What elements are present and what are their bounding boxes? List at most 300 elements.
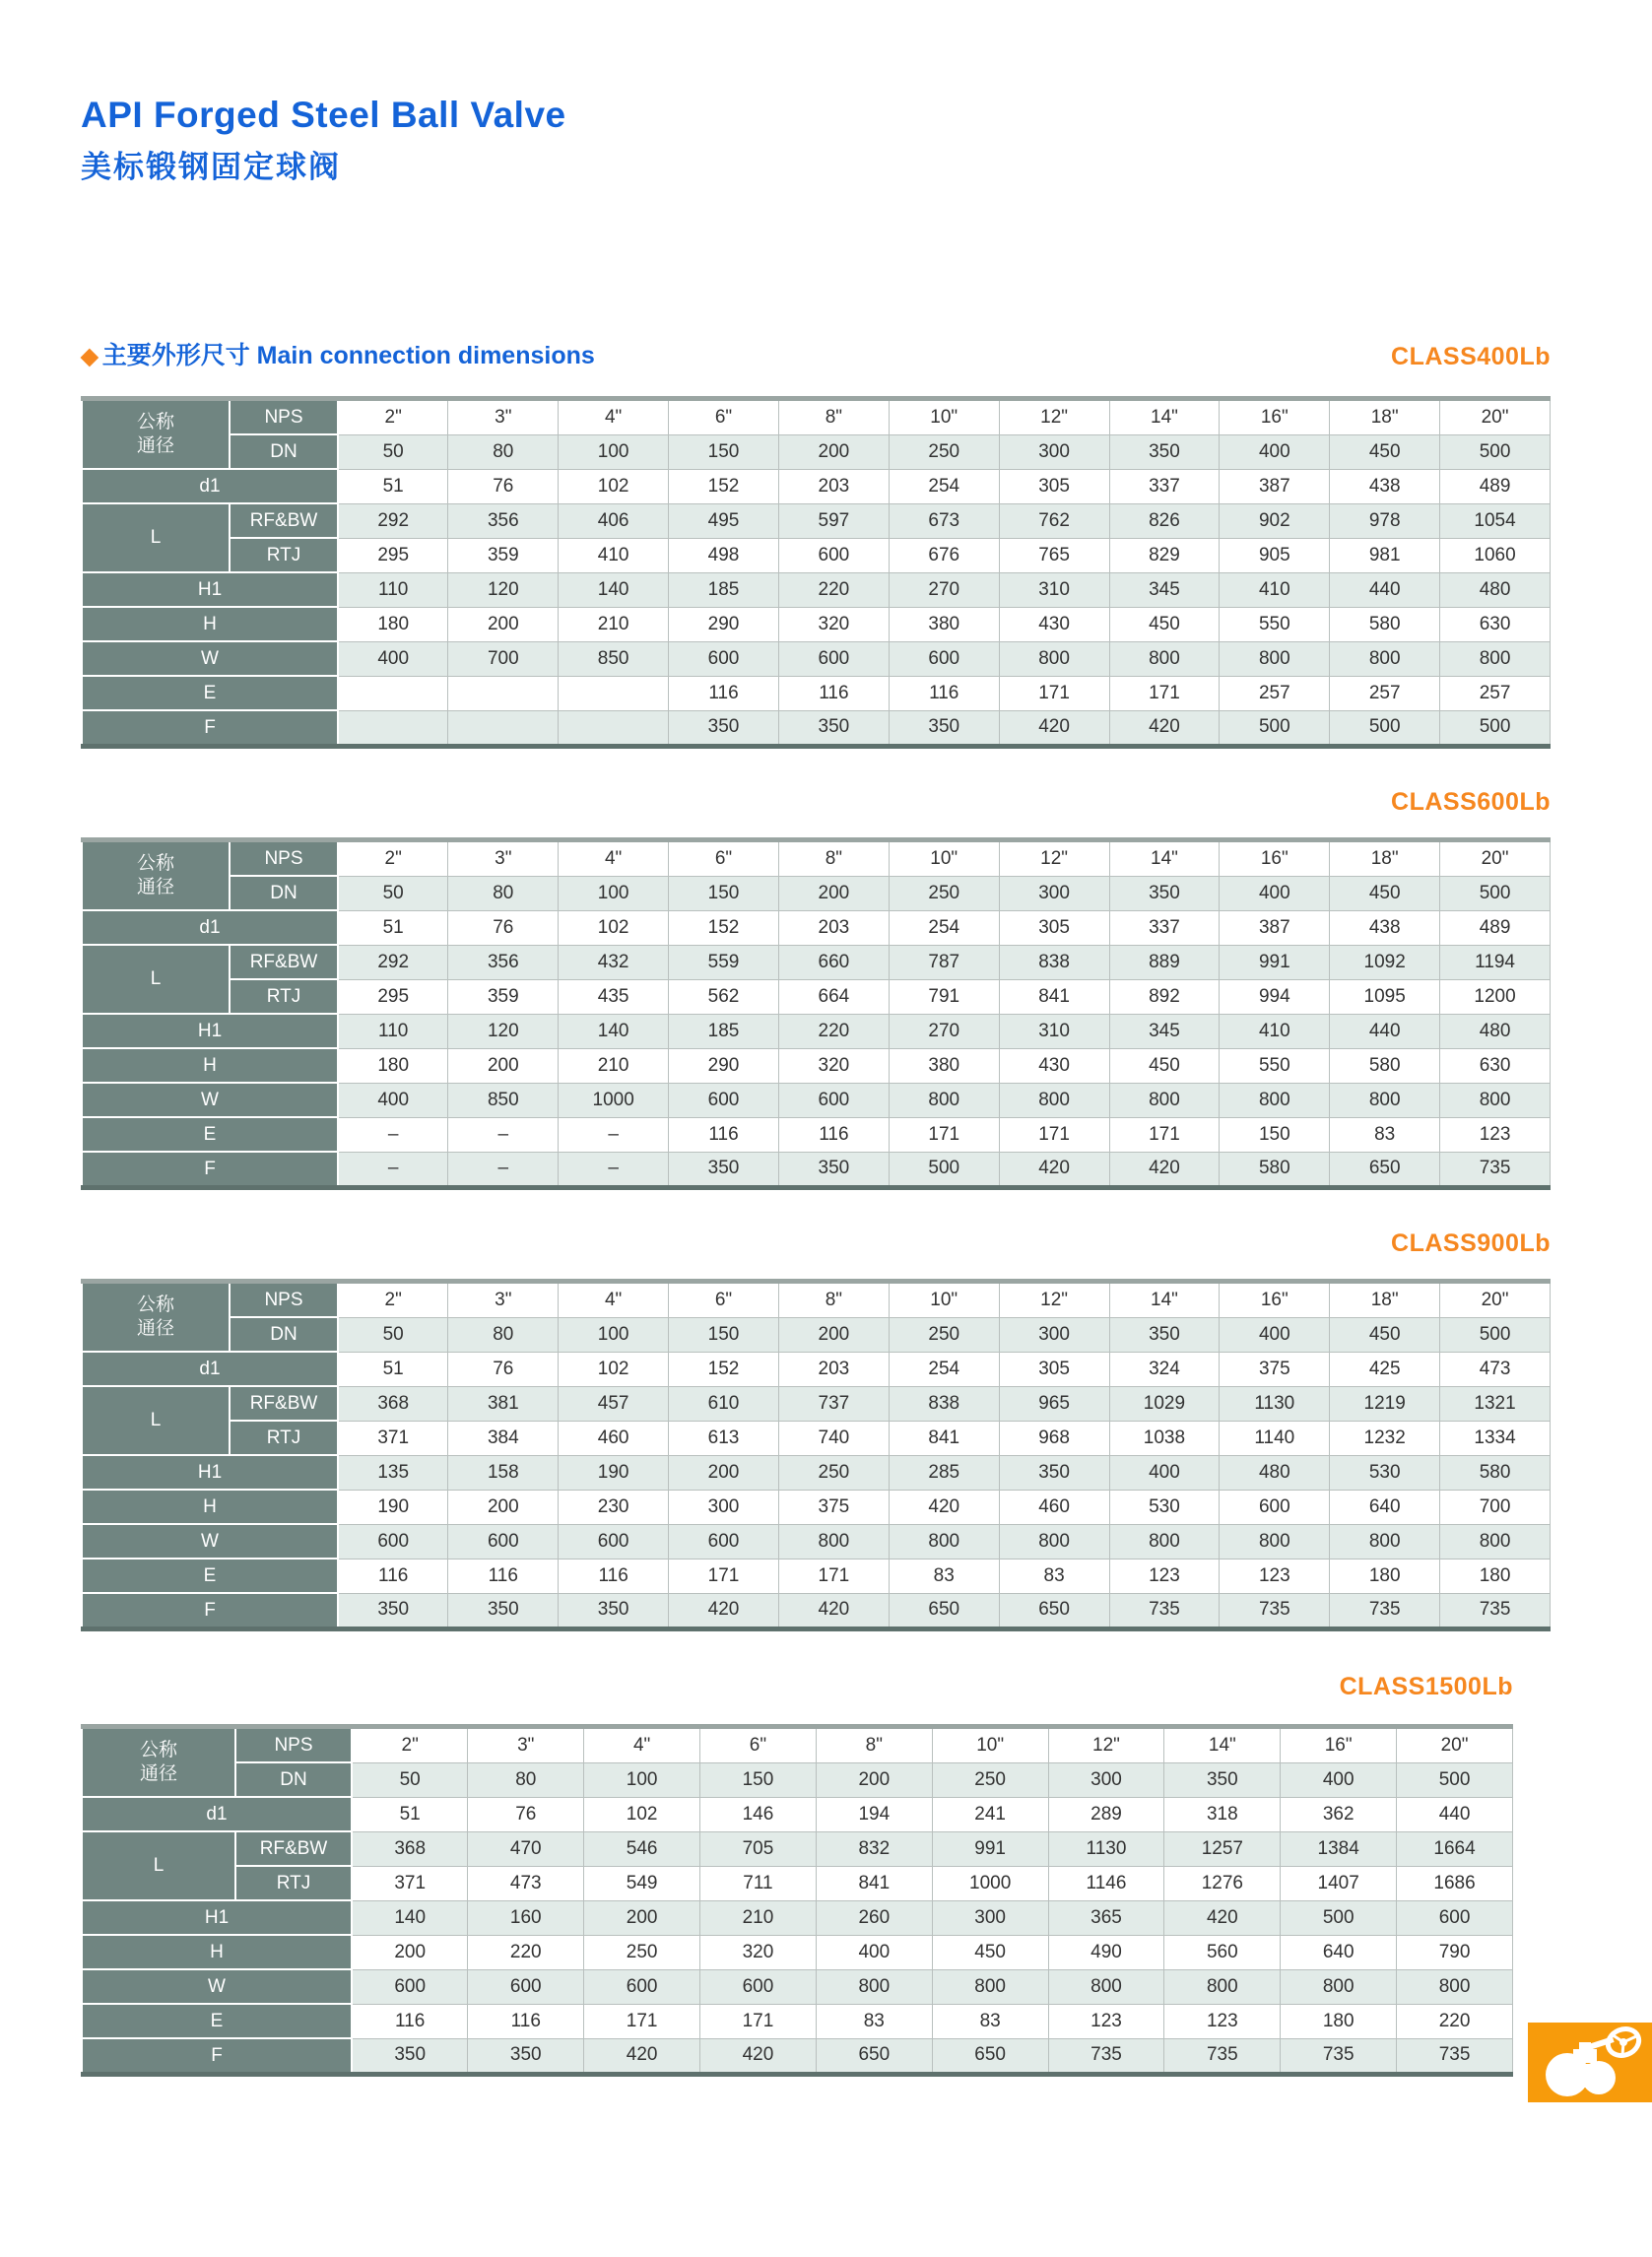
table-cell-l_rtj: 791 (889, 979, 999, 1014)
table-cell-d1: 318 (1164, 1797, 1281, 1831)
table-cell-w: 600 (448, 1524, 559, 1559)
table-cell-nps: 6" (669, 399, 779, 435)
table-cell-w: 400 (338, 641, 448, 676)
table-cell-d1: 51 (338, 910, 448, 945)
table-row (82, 710, 1551, 747)
table-cell-w: 800 (1048, 1969, 1164, 2004)
table-cell-nps: 3" (448, 399, 559, 435)
row-label-l: L (82, 1386, 230, 1455)
table-cell-l_rtj: 981 (1330, 538, 1440, 572)
table-cell-h: 290 (669, 607, 779, 641)
table-cell-l_rtj: 994 (1220, 979, 1330, 1014)
table-cell-w: 800 (1440, 1524, 1551, 1559)
table-cell-l_rfbw: 356 (448, 945, 559, 979)
table-cell-f: 420 (1109, 710, 1220, 747)
table-cell-d1: 203 (778, 469, 889, 503)
table-cell-l_rfbw: 1092 (1330, 945, 1440, 979)
table-cell-nps: 6" (669, 1282, 779, 1318)
row-label-w: W (82, 1969, 352, 2004)
table-cell-l_rtj: 711 (700, 1866, 817, 1900)
table-cell-w: 800 (1330, 1524, 1440, 1559)
table-cell-dn: 50 (338, 876, 448, 910)
table-cell-e: 116 (778, 1117, 889, 1152)
table-cell-e: 171 (778, 1559, 889, 1593)
table-cell-e: 116 (889, 676, 999, 710)
table-cell-l_rtj: 905 (1220, 538, 1330, 572)
table-cell-e: 83 (889, 1559, 999, 1593)
row-label-dn: DN (230, 434, 338, 469)
table-cell-h1: 190 (559, 1455, 669, 1490)
table-cell-h: 400 (816, 1935, 932, 1969)
table-row (82, 1559, 1551, 1593)
table-cell-d1: 254 (889, 910, 999, 945)
table-cell-dn: 450 (1330, 1317, 1440, 1352)
table-cell-l_rtj: 473 (468, 1866, 584, 1900)
row-label-rtj: RTJ (230, 1421, 338, 1455)
row-label-rtj: RTJ (235, 1866, 352, 1900)
row-label-rfbw: RF&BW (230, 945, 338, 979)
table-cell-e: 180 (1330, 1559, 1440, 1593)
table-cell-l_rfbw: 406 (559, 503, 669, 538)
table-cell-f: 350 (778, 1152, 889, 1188)
table-cell-h1: 310 (999, 1014, 1109, 1048)
row-label-f: F (82, 1152, 338, 1188)
table-cell-h: 460 (999, 1490, 1109, 1524)
table-cell-h1: 345 (1109, 1014, 1220, 1048)
table-cell-dn: 100 (559, 1317, 669, 1352)
table-cell-f: 500 (1220, 710, 1330, 747)
row-label-l: L (82, 1831, 235, 1900)
table-cell-h1: 210 (700, 1900, 817, 1935)
table-cell-h: 580 (1330, 607, 1440, 641)
table-cell-l_rfbw: 597 (778, 503, 889, 538)
table-cell-dn: 200 (778, 434, 889, 469)
table-cell-d1: 76 (468, 1797, 584, 1831)
table-cell-nps: 16" (1220, 1282, 1330, 1318)
row-label-w: W (82, 1083, 338, 1117)
table-cell-dn: 100 (559, 876, 669, 910)
table-cell-h1: 580 (1440, 1455, 1551, 1490)
row-label-h1: H1 (82, 1014, 338, 1048)
table-cell-l_rtj: 384 (448, 1421, 559, 1455)
table-cell-h: 550 (1220, 1048, 1330, 1083)
table-cell-nps: 16" (1281, 1727, 1397, 1763)
table-cell-l_rtj: 1334 (1440, 1421, 1551, 1455)
table-row (82, 1117, 1551, 1152)
ball-valve-icon (1528, 2023, 1652, 2102)
table-cell-e: 116 (468, 2004, 584, 2038)
table-cell-l_rtj: 1095 (1330, 979, 1440, 1014)
table-cell-d1: 152 (669, 1352, 779, 1386)
table-cell-l_rfbw: 965 (999, 1386, 1109, 1421)
row-label-nominal-diameter: 公称 通径 (82, 399, 230, 470)
table-cell-dn: 450 (1330, 434, 1440, 469)
table-row (82, 641, 1551, 676)
table-cell-f: 420 (778, 1593, 889, 1629)
table-cell-l_rfbw: 1219 (1330, 1386, 1440, 1421)
table-cell-w: 600 (778, 641, 889, 676)
row-label-nominal-diameter: 公称 通径 (82, 1282, 230, 1353)
table-cell-h: 290 (669, 1048, 779, 1083)
table-cell-l_rfbw: 1257 (1164, 1831, 1281, 1866)
table-row (82, 1083, 1551, 1117)
table-cell-l_rfbw: 1194 (1440, 945, 1551, 979)
table-cell-d1: 425 (1330, 1352, 1440, 1386)
table-cell-dn: 350 (1109, 1317, 1220, 1352)
table-cell-nps: 20" (1440, 1282, 1551, 1318)
table-cell-h1: 220 (778, 1014, 889, 1048)
table-cell-e: 123 (1109, 1559, 1220, 1593)
table-cell-f: 420 (700, 2038, 817, 2075)
table-cell-f: 650 (889, 1593, 999, 1629)
table-cell-l_rtj: 841 (816, 1866, 932, 1900)
table-cell-dn: 250 (889, 434, 999, 469)
table-cell-e (338, 676, 448, 710)
table-cell-h1: 410 (1220, 1014, 1330, 1048)
page-subtitle-zh: 美标锻钢固定球阀 (81, 150, 341, 184)
table-cell-dn: 350 (1164, 1762, 1281, 1797)
table-cell-dn: 80 (448, 876, 559, 910)
table-cell-nps: 12" (1048, 1727, 1164, 1763)
section-title-zh: 主要外形尺寸 (101, 342, 250, 369)
table-cell-d1: 337 (1109, 469, 1220, 503)
table-cell-d1: 362 (1281, 1797, 1397, 1831)
table-cell-dn: 500 (1440, 1317, 1551, 1352)
table-cell-w: 800 (1281, 1969, 1397, 2004)
row-label-l: L (82, 503, 230, 572)
table-cell-d1: 305 (999, 910, 1109, 945)
table-cell-nps: 4" (559, 840, 669, 877)
table-cell-e (448, 676, 559, 710)
table-cell-f: 735 (1220, 1593, 1330, 1629)
table-cell-h: 430 (999, 607, 1109, 641)
table-cell-l_rfbw: 978 (1330, 503, 1440, 538)
table-cell-nps: 12" (999, 840, 1109, 877)
table-cell-e: 257 (1330, 676, 1440, 710)
table-cell-f: – (338, 1152, 448, 1188)
table-cell-h1: 140 (352, 1900, 468, 1935)
table-cell-nps: 10" (889, 399, 999, 435)
row-label-e: E (82, 1117, 338, 1152)
table-cell-h: 450 (1109, 607, 1220, 641)
row-label-rfbw: RF&BW (230, 1386, 338, 1421)
table-cell-h: 300 (669, 1490, 779, 1524)
table-cell-l_rtj: 1000 (932, 1866, 1048, 1900)
table-row (82, 1935, 1513, 1969)
table-cell-f: 420 (669, 1593, 779, 1629)
table-cell-l_rfbw: 705 (700, 1831, 817, 1866)
table-cell-d1: 241 (932, 1797, 1048, 1831)
section-title-en: Main connection dimensions (256, 342, 595, 369)
table-cell-dn: 80 (448, 1317, 559, 1352)
table-cell-h: 630 (1440, 1048, 1551, 1083)
table-cell-dn: 300 (1048, 1762, 1164, 1797)
class-label-1500: CLASS1500Lb (1339, 1673, 1513, 1700)
table-cell-l_rtj: 968 (999, 1421, 1109, 1455)
table-cell-dn: 350 (1109, 434, 1220, 469)
table-cell-f: 350 (338, 1593, 448, 1629)
table-cell-h1: 480 (1440, 572, 1551, 607)
table-cell-d1: 51 (338, 1352, 448, 1386)
table-cell-h1: 260 (816, 1900, 932, 1935)
table-cell-dn: 200 (816, 1762, 932, 1797)
table-cell-e: 116 (338, 1559, 448, 1593)
table-cell-f: 735 (1281, 2038, 1397, 2075)
table-row (82, 1352, 1551, 1386)
table-cell-w: 800 (1164, 1969, 1281, 2004)
table-row (82, 1831, 1513, 1866)
table-cell-d1: 489 (1440, 469, 1551, 503)
table-cell-l_rfbw: 1384 (1281, 1831, 1397, 1866)
table-cell-f: 350 (778, 710, 889, 747)
dimension-table (81, 837, 1551, 1190)
table-cell-l_rfbw: 660 (778, 945, 889, 979)
table-cell-d1: 438 (1330, 910, 1440, 945)
table-cell-f: 650 (932, 2038, 1048, 2075)
table-cell-h1: 110 (338, 572, 448, 607)
table-cell-dn: 50 (352, 1762, 468, 1797)
table-cell-f (448, 710, 559, 747)
table-cell-h: 250 (584, 1935, 700, 1969)
table-cell-nps: 18" (1330, 1282, 1440, 1318)
table-cell-f: 350 (669, 710, 779, 747)
table-cell-d1: 387 (1220, 910, 1330, 945)
table-row (82, 1317, 1551, 1352)
table-cell-e: 171 (669, 1559, 779, 1593)
table-cell-e: 123 (1440, 1117, 1551, 1152)
table-cell-h1: 530 (1330, 1455, 1440, 1490)
table-cell-dn: 100 (559, 434, 669, 469)
table-cell-d1: 146 (700, 1797, 817, 1831)
table-cell-w: 800 (1440, 641, 1551, 676)
table-cell-w: 800 (999, 1524, 1109, 1559)
table-cell-d1: 76 (448, 910, 559, 945)
table-cell-l_rtj: 295 (338, 538, 448, 572)
table-cell-h: 550 (1220, 607, 1330, 641)
table-cell-w: 800 (778, 1524, 889, 1559)
row-label-h1: H1 (82, 1455, 338, 1490)
table-cell-f: 350 (889, 710, 999, 747)
table-cell-nps: 6" (700, 1727, 817, 1763)
table-cell-l_rfbw: 559 (669, 945, 779, 979)
table-cell-l_rfbw: 902 (1220, 503, 1330, 538)
table-cell-f: 735 (1109, 1593, 1220, 1629)
table-cell-nps: 8" (778, 1282, 889, 1318)
table-cell-l_rtj: 435 (559, 979, 669, 1014)
table-cell-e: – (559, 1117, 669, 1152)
table-row (82, 1524, 1551, 1559)
table-row (82, 1866, 1513, 1900)
table-cell-h: 190 (338, 1490, 448, 1524)
table-cell-dn: 50 (338, 434, 448, 469)
table-cell-l_rtj: 1140 (1220, 1421, 1330, 1455)
table-cell-h1: 185 (669, 572, 779, 607)
row-label-d1: d1 (82, 1352, 338, 1386)
table-cell-h: 180 (338, 1048, 448, 1083)
table-cell-l_rtj: 841 (999, 979, 1109, 1014)
table-cell-h1: 140 (559, 572, 669, 607)
table-row (82, 572, 1551, 607)
table-cell-e: 116 (448, 1559, 559, 1593)
table-cell-nps: 16" (1220, 399, 1330, 435)
table-cell-dn: 500 (1440, 434, 1551, 469)
table-cell-w: 600 (669, 641, 779, 676)
table-cell-l_rtj: 549 (584, 1866, 700, 1900)
table-cell-d1: 203 (778, 910, 889, 945)
table-cell-e: 150 (1220, 1117, 1330, 1152)
table-row (82, 979, 1551, 1014)
table-cell-h: 380 (889, 1048, 999, 1083)
table-cell-w: 800 (1397, 1969, 1513, 2004)
table-cell-l_rtj: 1686 (1397, 1866, 1513, 1900)
table-cell-w: 800 (932, 1969, 1048, 2004)
table-cell-l_rtj: 740 (778, 1421, 889, 1455)
table-row (82, 1152, 1551, 1188)
table-cell-e: 116 (669, 1117, 779, 1152)
table-cell-l_rfbw: 737 (778, 1386, 889, 1421)
table-cell-nps: 3" (468, 1727, 584, 1763)
table-cell-h: 530 (1109, 1490, 1220, 1524)
table-cell-e: 171 (999, 676, 1109, 710)
table-cell-f: 350 (352, 2038, 468, 2075)
table-cell-f: 500 (1440, 710, 1551, 747)
table-cell-f: 735 (1330, 1593, 1440, 1629)
table-cell-dn: 100 (584, 1762, 700, 1797)
table-cell-l_rtj: 1232 (1330, 1421, 1440, 1455)
table-cell-l_rtj: 562 (669, 979, 779, 1014)
table-cell-f: 580 (1220, 1152, 1330, 1188)
table-row (82, 1455, 1551, 1490)
table-cell-w: 800 (889, 1524, 999, 1559)
table-cell-l_rfbw: 889 (1109, 945, 1220, 979)
table-cell-e: 83 (1330, 1117, 1440, 1152)
ball-valve-glyph (1528, 2023, 1652, 2102)
row-label-d1: d1 (82, 1797, 352, 1831)
table-cell-d1: 102 (584, 1797, 700, 1831)
table-cell-h1: 120 (448, 572, 559, 607)
table-cell-f: 735 (1164, 2038, 1281, 2075)
table-cell-h1: 158 (448, 1455, 559, 1490)
row-label-nps: NPS (230, 399, 338, 435)
table-cell-nps: 2" (338, 1282, 448, 1318)
table-cell-h: 580 (1330, 1048, 1440, 1083)
table-cell-w: 800 (1330, 641, 1440, 676)
table-cell-e: 116 (669, 676, 779, 710)
table-cell-l_rfbw: 432 (559, 945, 669, 979)
table-cell-e: 171 (1109, 676, 1220, 710)
table-cell-h: 380 (889, 607, 999, 641)
table-cell-h1: 270 (889, 572, 999, 607)
table-cell-nps: 14" (1109, 399, 1220, 435)
table-cell-l_rtj: 1200 (1440, 979, 1551, 1014)
table-cell-l_rtj: 1407 (1281, 1866, 1397, 1900)
row-label-f: F (82, 1593, 338, 1629)
table-cell-l_rfbw: 1664 (1397, 1831, 1513, 1866)
table-row (82, 1762, 1513, 1797)
dimension-table (81, 1724, 1513, 2077)
table-cell-f: 420 (999, 1152, 1109, 1188)
table-cell-h: 450 (932, 1935, 1048, 1969)
table-cell-l_rfbw: 1029 (1109, 1386, 1220, 1421)
table-cell-l_rtj: 765 (999, 538, 1109, 572)
table-cell-h1: 350 (999, 1455, 1109, 1490)
table-cell-h: 200 (352, 1935, 468, 1969)
table-cell-dn: 80 (448, 434, 559, 469)
table-cell-w: 800 (1220, 1083, 1330, 1117)
table-cell-f: – (559, 1152, 669, 1188)
table-cell-d1: 194 (816, 1797, 932, 1831)
table-cell-w: 600 (669, 1083, 779, 1117)
row-label-f: F (82, 2038, 352, 2075)
table-cell-h1: 250 (778, 1455, 889, 1490)
table-cell-l_rfbw: 762 (999, 503, 1109, 538)
table-cell-l_rfbw: 991 (1220, 945, 1330, 979)
table-cell-h: 210 (559, 1048, 669, 1083)
table-cell-h1: 480 (1440, 1014, 1551, 1048)
table-row (82, 399, 1551, 435)
table-cell-d1: 387 (1220, 469, 1330, 503)
document-header (81, 95, 566, 186)
table-cell-e: 116 (778, 676, 889, 710)
row-label-f: F (82, 710, 338, 747)
table-cell-e: 171 (584, 2004, 700, 2038)
table-cell-nps: 18" (1330, 399, 1440, 435)
row-label-dn: DN (235, 1762, 352, 1797)
table-cell-e: 83 (932, 2004, 1048, 2038)
table-cell-h: 450 (1109, 1048, 1220, 1083)
table-cell-l_rfbw: 292 (338, 503, 448, 538)
table-cell-h1: 200 (669, 1455, 779, 1490)
table-cell-l_rfbw: 292 (338, 945, 448, 979)
table-cell-dn: 80 (468, 1762, 584, 1797)
table-cell-l_rfbw: 356 (448, 503, 559, 538)
table-cell-w: 850 (448, 1083, 559, 1117)
table-cell-l_rfbw: 838 (889, 1386, 999, 1421)
row-label-h: H (82, 1490, 338, 1524)
table-cell-d1: 289 (1048, 1797, 1164, 1831)
table-cell-w: 600 (889, 641, 999, 676)
dimension-table (81, 396, 1551, 749)
table-cell-l_rfbw: 832 (816, 1831, 932, 1866)
table-cell-dn: 250 (932, 1762, 1048, 1797)
table-cell-f: 420 (584, 2038, 700, 2075)
table-cell-dn: 150 (669, 876, 779, 910)
table-cell-l_rfbw: 457 (559, 1386, 669, 1421)
table-cell-dn: 300 (999, 434, 1109, 469)
table-cell-e: 123 (1048, 2004, 1164, 2038)
table-cell-dn: 400 (1220, 876, 1330, 910)
table-cell-f: 735 (1048, 2038, 1164, 2075)
table-cell-nps: 8" (816, 1727, 932, 1763)
table-cell-f: 650 (816, 2038, 932, 2075)
table-cell-w: 800 (1220, 1524, 1330, 1559)
table-cell-nps: 6" (669, 840, 779, 877)
table-cell-nps: 3" (448, 1282, 559, 1318)
table-cell-l_rtj: 460 (559, 1421, 669, 1455)
table-cell-dn: 250 (889, 1317, 999, 1352)
table-cell-h1: 140 (559, 1014, 669, 1048)
table-cell-h1: 220 (778, 572, 889, 607)
table-cell-h1: 440 (1330, 572, 1440, 607)
table-cell-d1: 76 (448, 469, 559, 503)
table-cell-nps: 2" (338, 399, 448, 435)
row-label-h: H (82, 1935, 352, 1969)
table-cell-d1: 337 (1109, 910, 1220, 945)
row-label-d1: d1 (82, 469, 338, 503)
table-cell-d1: 473 (1440, 1352, 1551, 1386)
table-cell-h: 630 (1440, 607, 1551, 641)
table-cell-l_rtj: 359 (448, 538, 559, 572)
